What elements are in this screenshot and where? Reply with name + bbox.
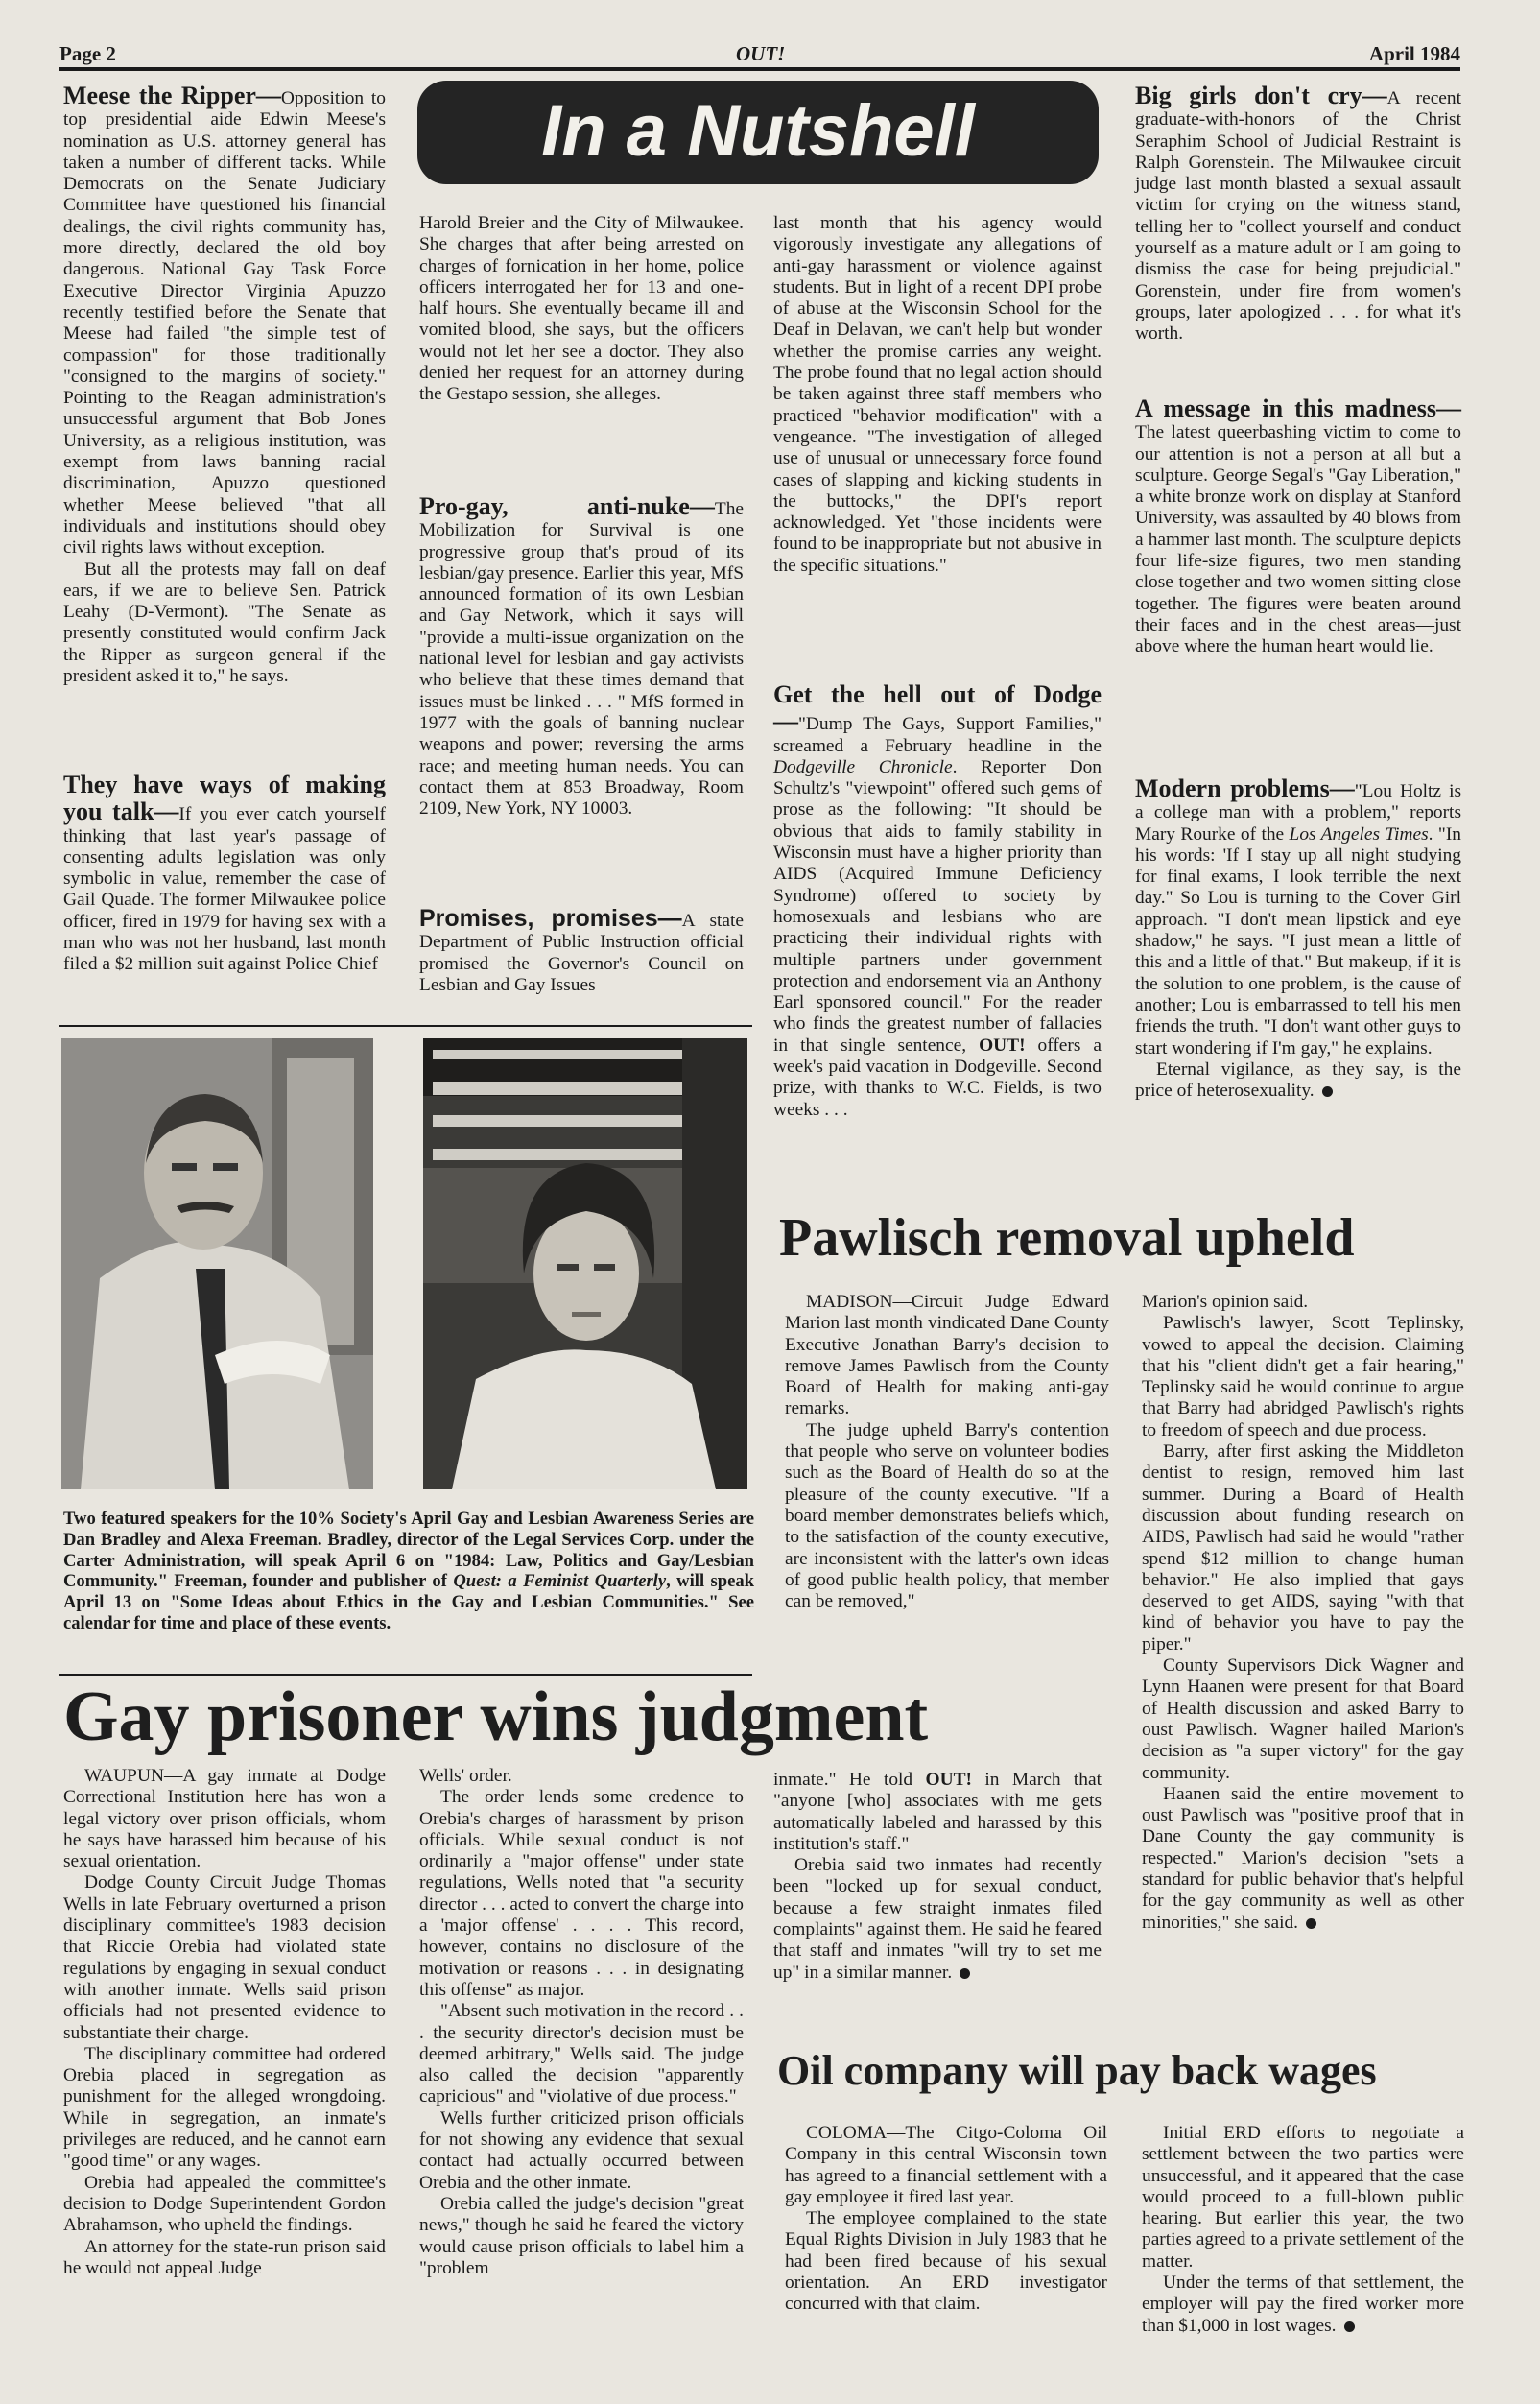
end-mark-icon: [960, 1968, 970, 1979]
prisoner-headline: Gay prisoner wins judgment: [63, 1678, 929, 1756]
big-girls-item: Big girls don't cry—A recent graduate-with-honors of the Christ Seraphim School of Judicial Restraint is Ralph Gorenstein. The Milwaukee circuit judge last month blasted a sexual assault victim for crying on the witness stand, telling her to "collect yourself and conduct yourself as a mature adult or I am going to dismiss the case for being prejudicial." Gorenstein, under fire from women's groups, later apologized . . . for what it's worth.: [1135, 82, 1461, 345]
bradley-photo-icon: [61, 1038, 373, 1489]
big-girls-head: Big girls don't cry—: [1135, 82, 1387, 109]
masthead-rule: [59, 67, 1460, 71]
meese-item: Meese the Ripper—Opposition to top presidential aide Edwin Meese's nomination as U.S. attorney general has taken a number of different tacks. While Democrats on the Senate Judiciary Committee have questioned his financial dealings, the civil rights community has, more directly, declared the old boy dangerous. National Gay Task Force Executive Director Virginia Apuzzo recently testified before the Senate that Meese had failed "the simple test of compassion" for those traditionally "consigned to the margins of society." Pointing to the Reagan administration's unsuccessful argument that Bob Jones University, as a religious institution, was exempt from laws banning racial discrimination, Apuzzo questioned whether Meese believed "that all individuals and institutions should obey civil rights laws without exception. But all the protests may fall on deaf ears, if we are to believe Sen. Patrick Leahy (D-Vermont). "The Senate as presently constituted would confirm Jack the Ripper as surgeon general if the president asked it to," he says.: [63, 82, 387, 687]
freeman-photo-icon: [423, 1038, 747, 1489]
page-number: Page 2: [59, 42, 116, 65]
pawlisch-headline: Pawlisch removal upheld: [779, 1208, 1355, 1268]
photo-caption: Two featured speakers for the 10% Society's April Gay and Lesbian Awareness Series are Dan Bradley and Alexa Freeman. Bradley, director of the Legal Services Corp. under the Carter Administration, will speak April 6 on "1984: Law, Politics and Gay/Lesbian Community." Freeman, founder and publisher of Quest: a Feminist Quarterly, will speak April 13 on "Some Ideas about Ethics in the Gay and Lesbian Communities." See calendar for time and place of these events.: [63, 1509, 754, 1633]
end-mark-icon: [1344, 2321, 1355, 2332]
meese-head: Meese the Ripper—: [63, 82, 281, 109]
photo-alexa-freeman: [423, 1038, 747, 1489]
talk-head: They have ways of making you talk—: [63, 771, 386, 826]
pawlisch-col-2: Marion's opinion said. Pawlisch's lawyer, Scott Teplinsky, vowed to appeal the decision. Claiming that his "client didn't get a fair hearing," Teplinsky said he would continue to argue that Barry had abridged Pawlisch's rights to freedom of speech and due process. Barry, after first asking the Middleton dentist to resign, removed him last summer. During a Board of Health discussion about funding research on AIDS, Pawlisch had said he would "rather spend $12 million to change human behavior." He also implied that gays deserved to get AIDS, saying "with that kind of behavior you have to pay the piper." County Supervisors Dick Wagner and Lynn Haanen were present for that Board of Health discussion and asked Barry to oust Pawlisch. Wagner hailed Marion's decision as "a super victory" for the gay community. Haanen said the entire movement to oust Pawlisch was "positive proof that in Dane County the gay community is respected." Marion's decision "sets a standard for public behavior that's helpful for the gay community as well as other minorities," she said.: [1142, 1292, 1464, 1933]
nuke-head: Pro-gay, anti-nuke—: [419, 492, 715, 520]
end-mark-icon: [1322, 1086, 1333, 1097]
oil-col-2: Initial ERD efforts to negotiate a settlement between the two parties were unsuccessful, and it appeared that the case would proceed to a full-blown public hearing. But earlier this year, the two parties agreed to a private settlement of the matter. Under the terms of that settlement, the employer will pay the fired worker more than $1,000 in lost wages.: [1142, 2123, 1464, 2336]
masthead: [59, 38, 1460, 67]
modern-head: Modern problems—: [1135, 774, 1355, 802]
promises-item: Promises, promises—A state Department of Public Instruction official promised the Governor's Council on Lesbian and Gay Issues: [419, 905, 744, 995]
oil-col-1: COLOMA—The Citgo-Coloma Oil Company in this central Wisconsin town has agreed to a financial settlement with a gay employee it fired last year. The employee complained to the state Equal Rights Division in July 1983 that he had been fired because of his sexual orientation. An ERD investigator concurred with that claim.: [785, 2123, 1107, 2315]
prisoner-col-2: Wells' order. The order lends some credence to Orebia's charges of harassment by prison officials. While sexual conduct is not ordinarily a "major offense" under state regulations, Wells noted that "a security director . . . acted to convert the charge into a 'major offense' . . . . This record, however, contains no disclosure of the motivation or reasons . . . in designating this offense" as major. "Absent such motivation in the record . . . the security director's decision must be deemed arbitrary," Wells said. The judge also called the decision "apparently capricious" and "violative of due process." Wells further criticized prison officials for not showing any evidence that sexual contact had actually occurred between Orebia and the other inmate. Orebia called the judge's decision "great news," though he said he feared the victory would cause prison officials to label him a "problem: [419, 1766, 744, 2278]
prisoner-top-rule: [59, 1674, 752, 1676]
message-item: A message in this madness—The latest queerbashing victim to come to our attention is not a person at all but a sculpture. George Segal's "Gay Liberation," a white bronze work on display at Stanford University, was assaulted by 40 blows from a hammer last month. The sculpture depicts four life-size figures, two men standing close together and two women sitting close together. The figures were beaten around their faces and in the chest areas—just above where the human heart would lie.: [1135, 394, 1461, 657]
oil-headline: Oil company will pay back wages: [777, 2047, 1377, 2094]
promises-head: Promises, promises—: [419, 905, 682, 932]
dodge-item: Get the hell out of Dodge—"Dump The Gays, Support Families," screamed a February headline in the Dodgeville Chronicle. Reporter Don Schultz's "viewpoint" offered such gems of prose as the following: "It should be obvious that aids to family stability in Wisconsin must have a higher priority than AIDS (Acquired Immune Deficiency Syndrome) offered to society by homosexuals and lesbians who are practicing their individual rights with multiple partners under government protection and endorsement via an Anthony Earl sponsored council." For the reader who finds the greatest number of fallacies in that single sentence, OUT! offers a week's paid vacation in Dodgeville. Second prize, with thanks to W.C. Fields, is two weeks . . .: [773, 680, 1102, 1120]
dodge-head: Get the hell out of Dodge—: [773, 680, 1102, 736]
prisoner-col-3: inmate." He told OUT! in March that "anyone [who] associates with me gets automatically labeled and harassed by this institution's staff." Orebia said two inmates had recently been "locked up for sexual conduct, because a few straight inmates filed complaints" against them. He said he feared that staff and inmates "will try to set me up" in a similar manner.: [773, 1770, 1102, 1983]
talk-item: They have ways of making you talk—If you ever catch yourself thinking that last year's passage of consenting adults legislation was only symbolic in value, remember the case of Gail Quade. The former Milwaukee police officer, fired in 1979 for having sex with a man who was not her husband, last month filed a $2 million suit against Police Chief: [63, 771, 386, 975]
photo-dan-bradley: [61, 1038, 373, 1489]
paper-name: OUT!: [736, 42, 786, 65]
modern-item: Modern problems—"Lou Holtz is a college man with a problem," reports Mary Rourke of the Los Angeles Times. "In his words: 'If I stay up all night studying for final exams, I look terrible the next day." So Lou is turning to the Cover Girl approach. "I don't mean lipstick and eye shadow," he says. "I just mean a little of this and a little of that." But makeup, if it is the solution to one problem, is the cause of another; Lou is embarrassed to tell his men friends the truth. "I don't want other guys to start wondering if I'm gay," he explains. Eternal vigilance, as they say, is the price of heterosexuality.: [1135, 774, 1461, 1102]
nuke-item: Pro-gay, anti-nuke—The Mobilization for Survival is one progressive group that's proud of its lesbian/gay presence. Earlier this year, MfS announced formation of its own Lesbian and Gay Network, which it says will "provide a multi-issue organization on the national level for lesbian and gay activists who believe that these times demand that issues must be linked . . . " MfS formed in 1977 with the goals of banning nuclear weapons and power; reversing the arms race; and meeting human needs. You can contact them at 853 Broadway, Room 2109, New York, NY 10003.: [419, 492, 744, 820]
talk-continued: Harold Breier and the City of Milwaukee. She charges that after being arrested on charges of fornication in her home, police officers interrogated her for 13 and one-half hours. She eventually became ill and vomited blood, she says, but the officers would not let her see a doctor. They also denied her request for an attorney during the Gestapo session, she alleges.: [419, 213, 744, 405]
nutshell-banner: In a Nutshell: [417, 81, 1099, 184]
message-head: A message in this madness—: [1135, 394, 1461, 422]
prisoner-col-1: WAUPUN—A gay inmate at Dodge Correctional Institution here has won a legal victory over prison officials, whom he says have harassed him because of his sexual orientation. Dodge County Circuit Judge Thomas Wells in late February overturned a prison disciplinary committee's 1983 decision that Riccie Orebia had violated state regulations by engaging in sexual conduct with another inmate. Wells said prison officials had not presented evidence to substantiate their charge. The disciplinary committee had ordered Orebia placed in segregation as punishment for the alleged wrongdoing. While in segregation, an inmate's privileges are reduced, and he cannot earn "good time" or any wages. Orebia had appealed the committee's decision to Dodge Superintendent Gordon Abrahamson, who upheld the findings. An attorney for the state-run prison said he would not appeal Judge: [63, 1766, 386, 2278]
promises-continued: last month that his agency would vigorously investigate any allegations of anti-gay harassment or violence against students. But in light of a recent DPI probe of abuse at the Wisconsin School for the Deaf in Delavan, we can't help but wonder whether the promise carries any weight. The probe found that no legal action should be taken against three staff members who practiced "behavior modification" with a vengeance. "The investigation of alleged use of unusual or unnecessary force found cases of slapping and kicking students in the buttocks," the DPI's report acknowledged. Yet "those incidents were found to be inappropriate but not abusive in the specific situations.": [773, 213, 1102, 576]
end-mark-icon: [1306, 1918, 1316, 1929]
photo-top-rule: [59, 1025, 752, 1027]
issue-date: April 1984: [1368, 42, 1460, 65]
meese-para-2: But all the protests may fall on deaf ears, if we are to believe Sen. Patrick Leahy (D-Vermont). "The Senate as presently constituted would confirm Jack the Ripper as surgeon general if the president asked it to," he says.: [63, 559, 386, 687]
pawlisch-col-1: MADISON—Circuit Judge Edward Marion last month vindicated Dane County Executive Jonathan Barry's decision to remove James Pawlisch from the County Board of Health for making anti-gay remarks. The judge upheld Barry's contention that people who serve on volunteer bodies such as the Board of Health do so at the pleasure of the county executive. "If a board member demonstrates beliefs which, to the satisfaction of the county executive, are inconsistent with the latter's own ideas of good public health policy, that member can be removed,": [785, 1292, 1109, 1612]
